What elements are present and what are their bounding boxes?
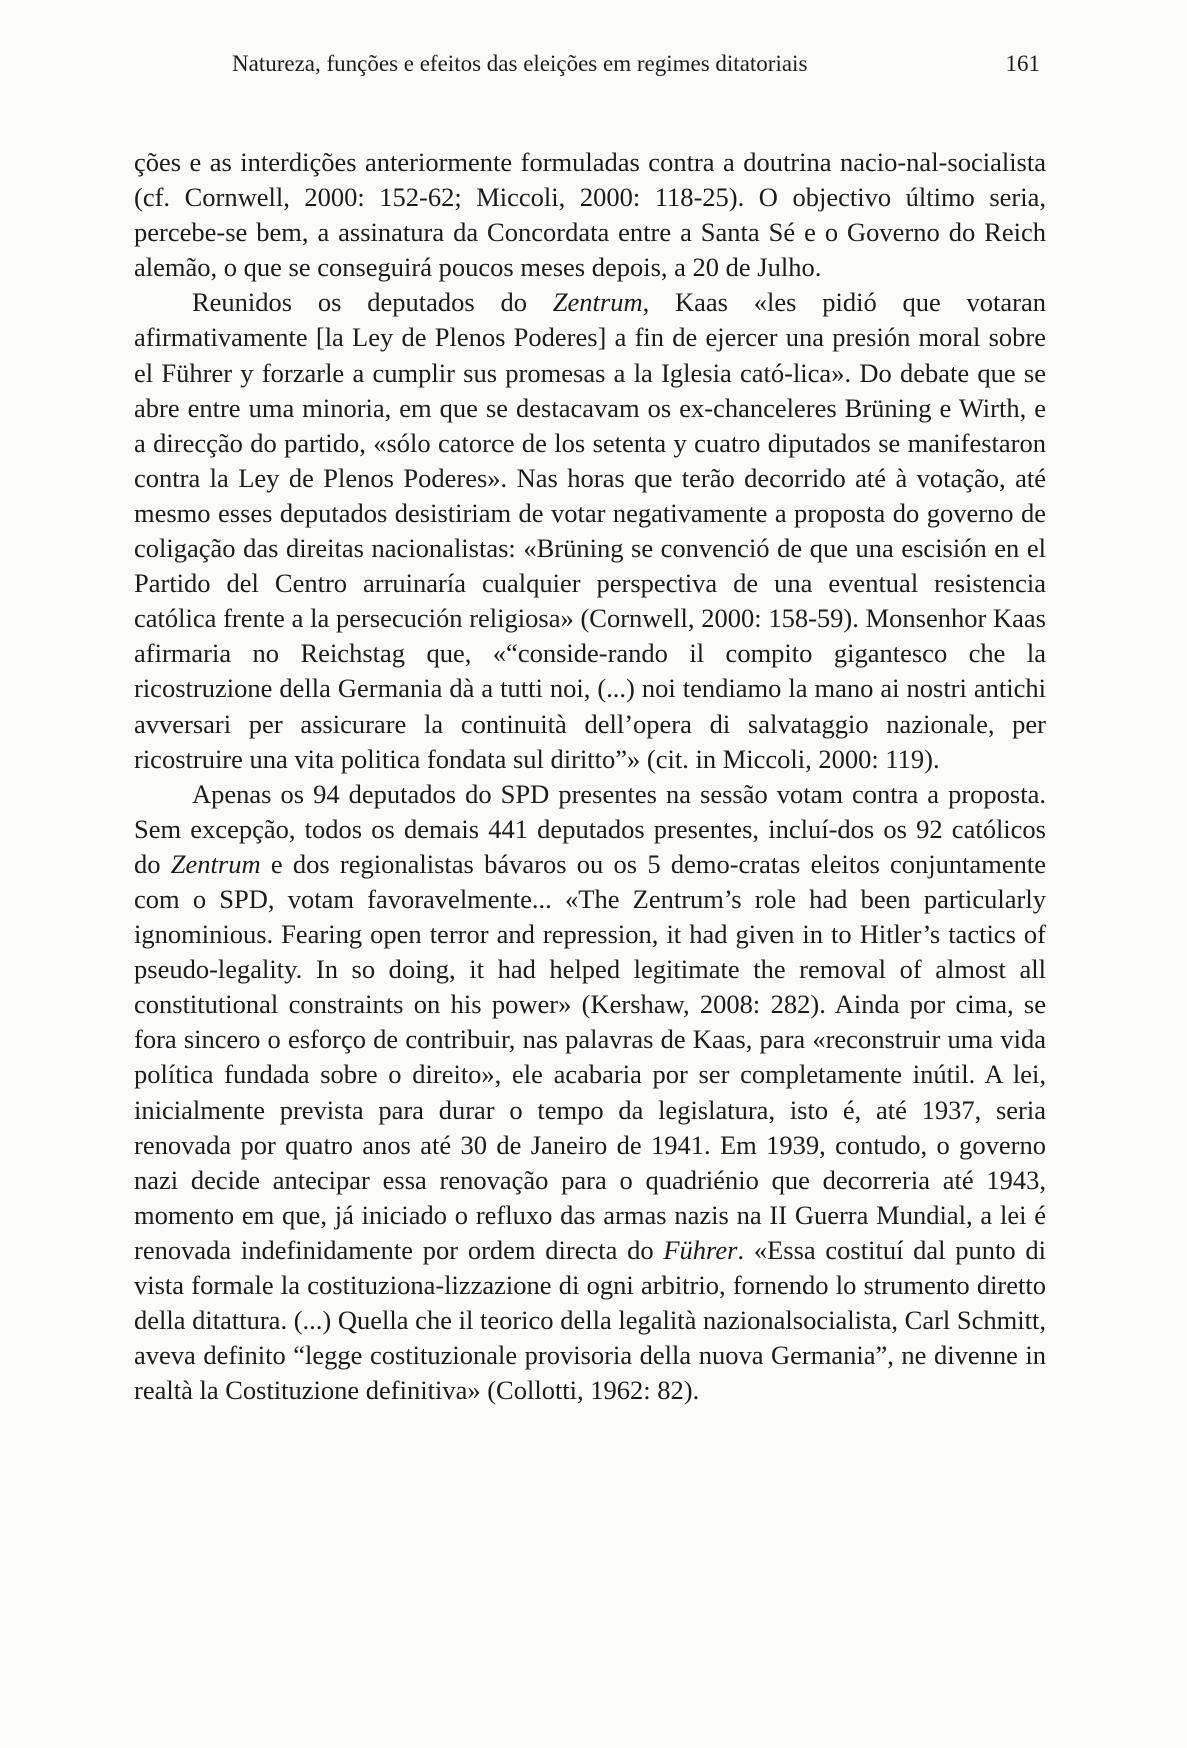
text-segment: ções e as interdições anteriormente formuladas contra a doutrina nacio-nal-socialista (cf. Cornwell, 2000: 152-62; Miccoli, 2000: 118-25). O objectivo último seria, percebe-se bem, a assinatura da Concordata entre a Santa Sé e o Governo do Reich alemão, o que se conseguirá poucos meses depois, a 20 de Julho.	[134, 147, 1046, 283]
text-segment: e dos regionalistas bávaros ou os 5 demo-cratas eleitos conjuntamente com o SPD, votam favoravelmente... «The Zentrum’s role had been particularly ignominious. Fearing open terror and repression, it had given in to Hitler’s tactics of pseudo-legality. In so doing, it had helped legitimate the removal of almost all constitutional constraints on his power» (Kershaw, 2008: 282). Ainda por cima, se fora sincero o esforço de contribuir, nas palavras de Kaas, para «reconstruir uma vida política fundada sobre o direito», ele acabaria por ser completamente inútil. A lei, inicialmente prevista para durar o tempo da legislatura, isto é, até 1937, seria renovada por quatro anos até 30 de Janeiro de 1941. Em 1939, contudo, o governo nazi decide antecipar essa renovação para o quadriénio que decorreria até 1943, momento em que, já iniciado o refluxo das armas nazis na II Guerra Mundial, a lei é renovada indefinidamente por ordem directa do	[134, 848, 1047, 1265]
page-number: 161	[1005, 51, 1040, 76]
running-title: Natureza, funções e efeitos das eleições em regimes ditatoriais	[232, 51, 808, 76]
paragraph	[134, 145, 1046, 285]
italic-term: Zentrum	[170, 848, 261, 879]
running-header	[232, 46, 1040, 82]
italic-term: Führer	[663, 1234, 738, 1265]
paragraph	[134, 285, 1046, 776]
italic-term: Zentrum	[552, 287, 643, 318]
text-segment: , Kaas «les pidió que votaran afirmativamente [la Ley de Plenos Poderes] a fin de ejercer una presión moral sobre el Führer y forzarle a cumplir sus promesas a la Iglesia cató-lica». Do debate que se abre entre uma minoria, em que se destacavam os ex-chanceleres Brüning e Wirth, e a direcção do partido, «sólo catorce de los setenta y cuatro diputados se manifestaron contra la Ley de Plenos Poderes». Nas horas que terão decorrido até à votação, até mesmo esses deputados desistiriam de votar negativamente a proposta do governo de coligação das direitas nacionalistas: «Brüning se convenció de que una escisión en el Partido del Centro arruinaría cualquier perspectiva de una eventual resistencia católica frente a la persecución religiosa» (Cornwell, 2000: 158-59). Monsenhor Kaas afirmaria no Reichstag que, «“conside-rando il compito gigantesco che la ricostruzione della Germania dà a tutti noi, (...) noi tendiamo la mano ai nostri antichi avversari per assicurare la continuità dell’opera di salvataggio nazionale, per ricostruire una vita politica fondata sul diritto”» (cit. in Miccoli, 2000: 119).	[134, 287, 1046, 774]
paragraph	[134, 777, 1046, 1409]
body-text	[134, 145, 1046, 1408]
text-segment: Apenas os 94 deputados do SPD presentes na sessão votam contra a proposta. Sem excepção, todos os demais 441 deputados presentes, incluí-dos os 92 católicos do	[134, 778, 1046, 879]
text-segment: Reunidos os deputados do	[192, 287, 553, 318]
text-segment: . «Essa costituí dal punto di vista formale la costituziona-lizzazione di ogni arbitrio, fornendo lo strumento diretto della ditattura. (...) Quella che il teorico della legalità nazionalsocialista, Carl Schmitt, aveva definito “legge costituzionale provisoria della nuova Germania”, ne divenne in realtà la Costituzione definitiva» (Collotti, 1962: 82).	[134, 1234, 1047, 1406]
